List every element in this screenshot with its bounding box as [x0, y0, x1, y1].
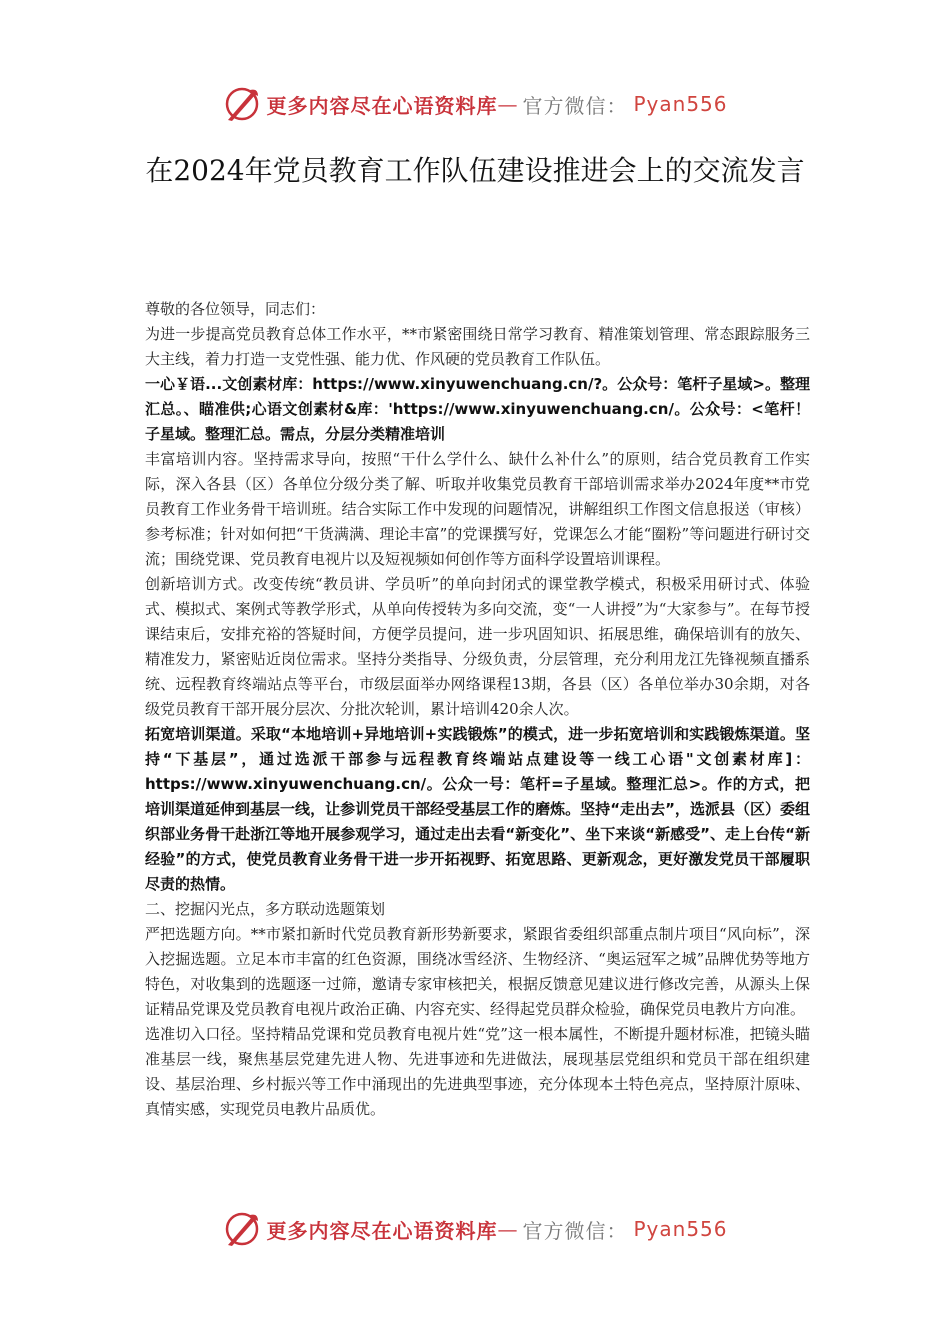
banner-brand: 更多内容尽在心语资料库: [266, 93, 498, 118]
paragraph-intro: 为进一步提高党员教育总体工作水平，**市紧密围绕日常学习教育、精准策划管理、常态跟踪服务三大主线，着力打造一支党性强、能力优、作风硬的党员教育工作队伍。: [145, 325, 810, 368]
quill-logo-icon: [222, 1209, 262, 1249]
banner-wechat-id: Pyan556: [633, 1217, 728, 1241]
banner-dash: —: [497, 1217, 519, 1241]
section-heading-2: 二、挖掘闪光点，多方联动选题策划: [145, 900, 386, 918]
banner-official: 官方微信：: [522, 1218, 628, 1243]
document-body: [145, 297, 810, 1122]
paragraph-broaden-channels: 拓宽培训渠道。采取“本地培训+异地培训+实践锻炼”的模式，进一步拓宽培训和实践锻炼渠道。坚持“下基层”，通过选派干部参与远程教育终端站点建设等一线工心语"文创素材库]：https://www.xinyuwenchuang.cn/。公众一号：笔杆=子星域。整理汇总>。作的方式，把培训渠道延伸到基层一线，让参训党员干部经受基层工作的磨炼。坚持“走出去”，选派县（区）委组织部业务骨干赴浙江等地开展参观学习，通过走出去看“新变化”、坐下来谈“新感受”、走上台传“新经验”的方式，使党员教育业务骨干进一步开拓视野、拓宽思路、更新观念，更好激发党员干部履职尽责的热情。: [145, 725, 810, 893]
banner-brand: 更多内容尽在心语资料库: [266, 1218, 498, 1243]
header-banner: [0, 82, 950, 126]
paragraph-entry-angle: 选准切入口径。坚持精品党课和党员教育电视片姓“党”这一根本属性，不断提升题材标准，把镜头瞄准基层一线，聚焦基层党建先进人物、先进事迹和先进做法，展现基层党组织和党员干部在组织建设、基层治理、乡村振兴等工作中涌现出的先进典型事迹，充分体现本土特色亮点，坚持原汁原味、真情实感，实现党员电教片品质优。: [145, 1025, 810, 1118]
footer-banner: [0, 1207, 950, 1251]
paragraph-innovate-training: 创新培训方式。改变传统“教员讲、学员听”的单向封闭式的课堂教学模式，积极采用研讨式、体验式、模拟式、案例式等教学形式，从单向传授转为多向交流，变“一人讲授”为“大家参与”。在每节授课结束后，安排充裕的答疑时间，方便学员提问，进一步巩固知识、拓展思维，确保培训有的放矢、精准发力，紧密贴近岗位需求。坚持分类指导、分级负责，分层管理，充分利用龙江先锋视频直播系统、远程教育终端站点等平台，市级层面举办网络课程13期，各县（区）各单位举办30余期，对各级党员教育干部开展分层次、分批次轮训，累计培训420余人次。: [145, 575, 810, 718]
paragraph-watermark-heading: 一心￥语...文创素材库：https://www.xinyuwenchuang.cn/?。公众号：笔杆子星域>。整理汇总。、瞄准供;心语文创素材&库：'https://www.xinyuwenchuang.cn/。公众号：<笔杆！子星域。整理汇总。需点，分层分类精准培训: [145, 375, 810, 443]
quill-logo-icon: [222, 84, 262, 124]
banner-official: 官方微信：: [522, 93, 628, 118]
banner-dash: —: [497, 92, 519, 116]
document-title: 在2024年党员教育工作队伍建设推进会上的交流发言: [145, 154, 805, 187]
paragraph-enrich-training: 丰富培训内容。坚持需求导向，按照“干什么学什么、缺什么补什么”的原则，结合党员教育工作实际，深入各县（区）各单位分级分类了解、听取并收集党员教育干部培训需求举办2024年度**市党员教育工作业务骨干培训班。结合实际工作中发现的问题情况，讲解组织工作图文信息报送（审核）参考标准；针对如何把“干货满满、理论丰富”的党课撰写好，党课怎么才能“圈粉”等问题进行研讨交流；围绕党课、党员教育电视片以及短视频如何创作等方面科学设置培训课程。: [145, 450, 810, 568]
banner-wechat-id: Pyan556: [633, 92, 728, 116]
paragraph-topic-direction: 严把选题方向。**市紧扣新时代党员教育新形势新要求，紧跟省委组织部重点制片项目“风向标”，深入挖掘选题。立足本市丰富的红色资源，围绕冰雪经济、生物经济、“奥运冠军之城”品牌优势等地方特色，对收集到的选题逐一过筛，邀请专家审核把关，根据反馈意见建议进行修改完善，从源头上保证精品党课及党员教育电视片政治正确、内容充实、经得起党员群众检验，确保党员电教片方向准。: [145, 925, 810, 1018]
salutation: 尊敬的各位领导，同志们：: [145, 300, 326, 318]
